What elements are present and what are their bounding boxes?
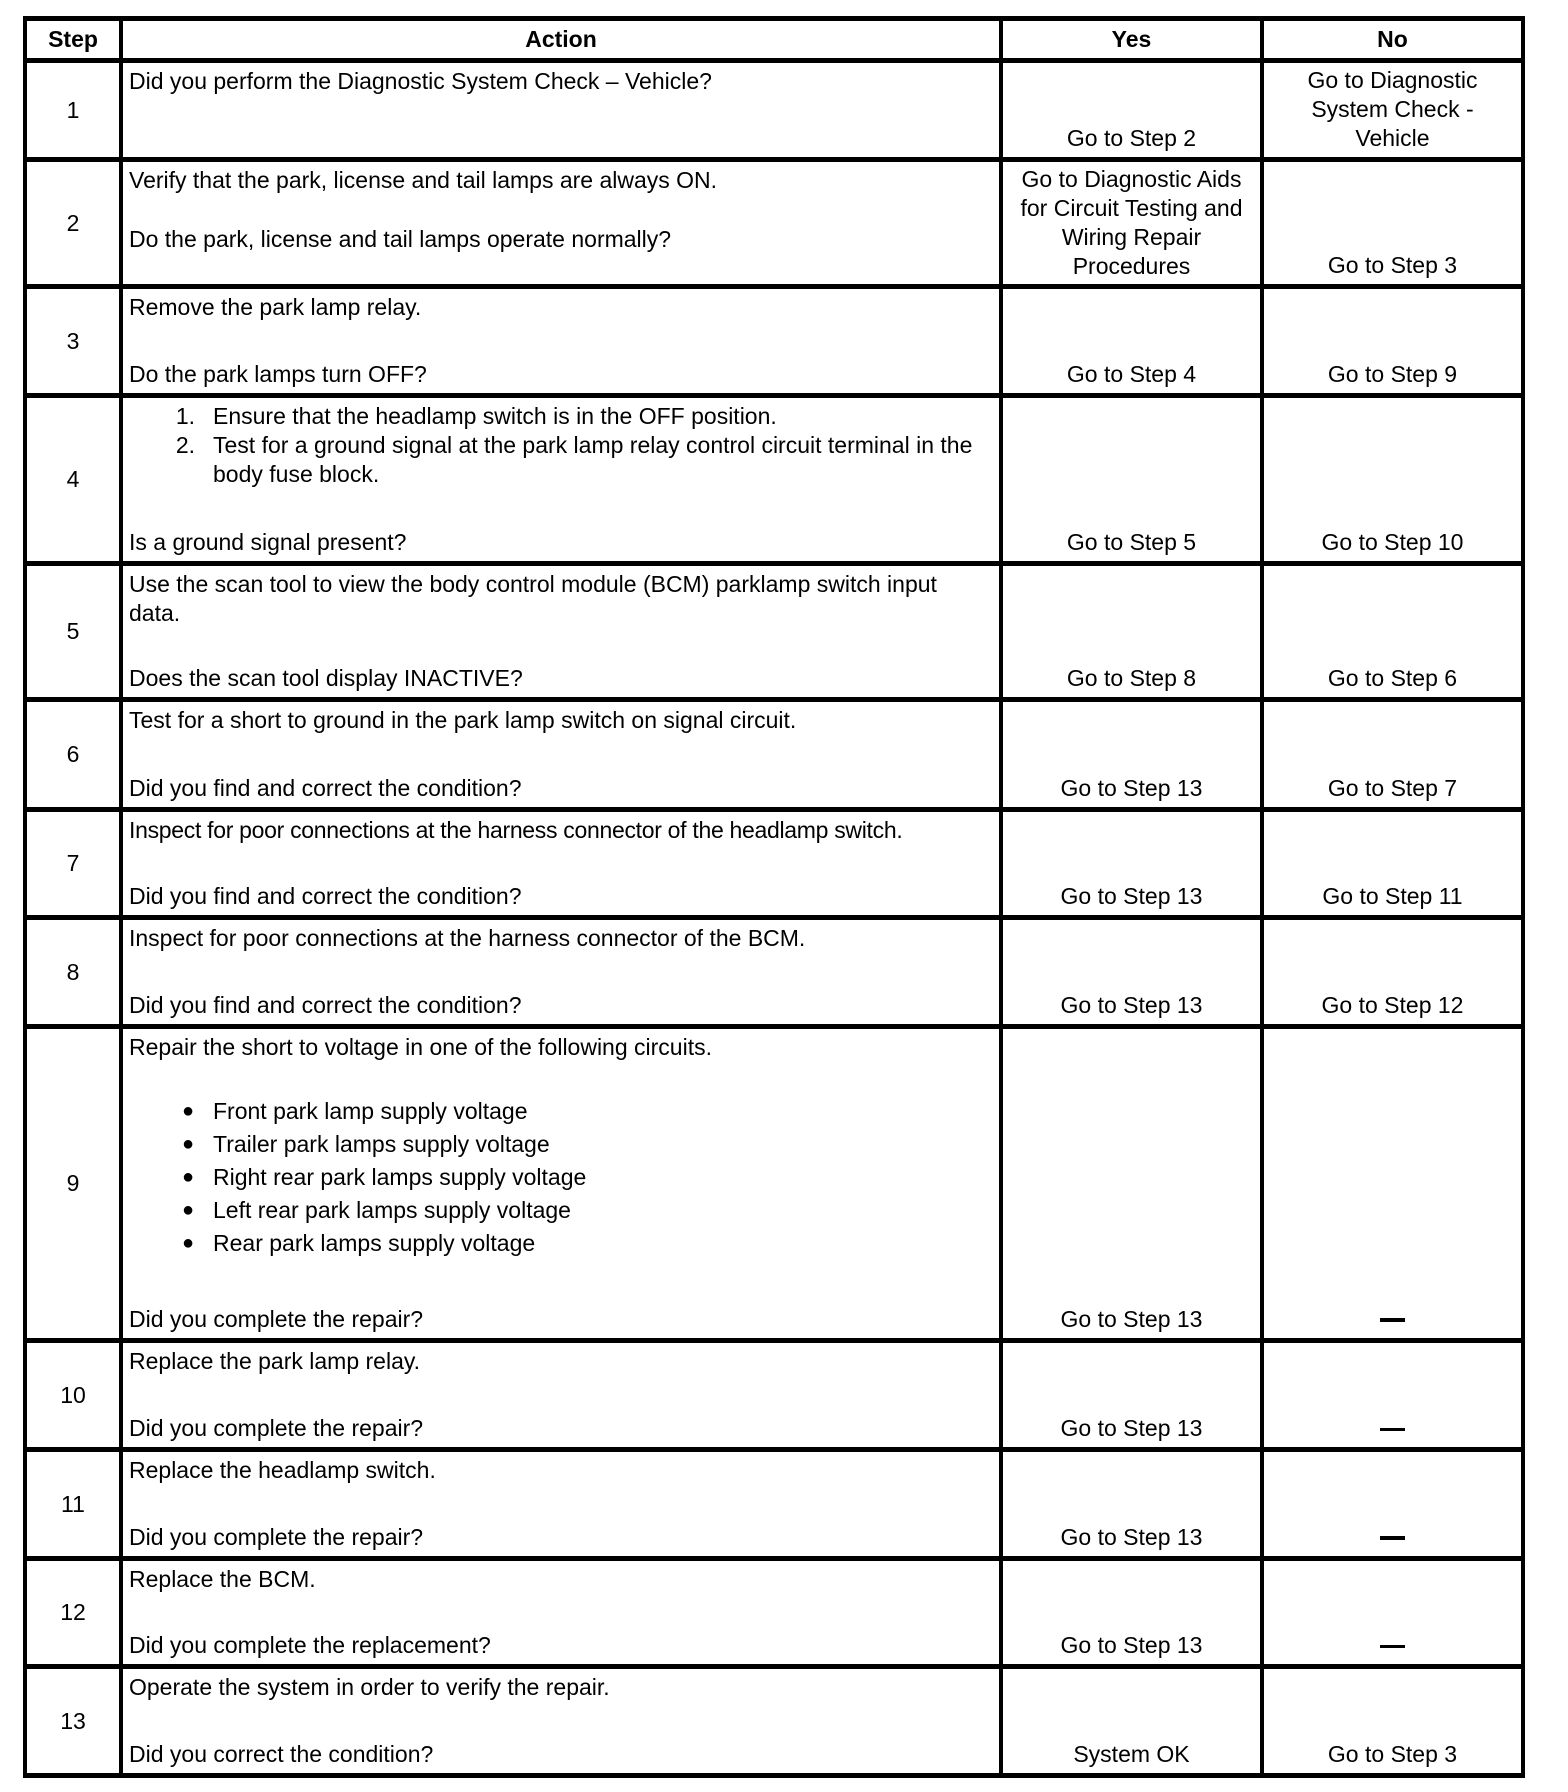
step-number: 12 bbox=[27, 1561, 123, 1664]
action-text: Use the scan tool to view the body control module (BCM) parklamp switch input data. bbox=[129, 571, 937, 626]
no-link[interactable]: Go to Step 7 bbox=[1327, 775, 1458, 801]
action-question: Did you complete the repair? bbox=[129, 1415, 424, 1441]
action-question: Do the park lamps turn OFF? bbox=[129, 361, 427, 387]
yes-cell bbox=[1003, 1029, 1264, 1338]
list-item bbox=[129, 402, 993, 431]
action-cell bbox=[123, 289, 1003, 393]
no-link[interactable]: Go to Step 3 bbox=[1327, 252, 1458, 278]
step-number: 1 bbox=[27, 63, 123, 157]
table-row-step-3 bbox=[27, 289, 1521, 398]
action-text: Replace the park lamp relay. bbox=[129, 1348, 421, 1374]
step-number: 7 bbox=[27, 812, 123, 915]
bullet-icon: ● bbox=[182, 1199, 195, 1221]
action-cell bbox=[123, 702, 1003, 807]
yes-link[interactable]: Go to Step 13 bbox=[1060, 1415, 1203, 1441]
action-question: Do the park, license and tail lamps operate normally? bbox=[129, 226, 672, 252]
table-row-step-10 bbox=[27, 1343, 1521, 1452]
table-row-step-9 bbox=[27, 1029, 1521, 1343]
bullet-icon: ● bbox=[182, 1100, 195, 1122]
list-item-number: 1. bbox=[175, 403, 195, 429]
action-text: Verify that the park, license and tail lamps are always ON. bbox=[129, 167, 718, 193]
yes-link[interactable]: Go to Step 13 bbox=[1060, 1306, 1203, 1332]
header-action: Action bbox=[123, 21, 1003, 58]
table-row-step-11 bbox=[27, 1452, 1521, 1561]
action-question: Does the scan tool display INACTIVE? bbox=[129, 665, 523, 691]
no-link[interactable]: Go to Step 3 bbox=[1327, 1741, 1458, 1767]
no-cell bbox=[1264, 398, 1521, 561]
list-item bbox=[129, 1095, 993, 1128]
header-step: Step bbox=[27, 21, 123, 58]
list-item-text: Front park lamp supply voltage bbox=[213, 1098, 528, 1124]
no-cell bbox=[1264, 920, 1521, 1024]
action-text: Inspect for poor connections at the harness connector of the BCM. bbox=[129, 925, 806, 951]
yes-link[interactable]: Go to Step 5 bbox=[1066, 529, 1197, 555]
no-cell bbox=[1264, 566, 1521, 697]
bullet-icon: ● bbox=[182, 1133, 195, 1155]
no-cell bbox=[1264, 812, 1521, 915]
yes-cell bbox=[1003, 1452, 1264, 1556]
not-applicable-dash bbox=[1380, 1645, 1405, 1648]
list-item bbox=[129, 1128, 993, 1161]
yes-link[interactable]: Go to Step 13 bbox=[1060, 775, 1203, 801]
no-link[interactable]: Go to Step 9 bbox=[1327, 361, 1458, 387]
action-text: Inspect for poor connections at the harness connector of the headlamp switch. bbox=[129, 817, 903, 843]
no-link[interactable]: Go to Step 12 bbox=[1321, 992, 1464, 1018]
step-number: 5 bbox=[27, 566, 123, 697]
list-item bbox=[129, 1194, 993, 1227]
yes-link[interactable]: System OK bbox=[1073, 1741, 1190, 1767]
no-cell bbox=[1264, 162, 1521, 284]
action-question: Did you complete the repair? bbox=[129, 1306, 424, 1332]
action-question: Is a ground signal present? bbox=[129, 529, 407, 555]
list-item bbox=[129, 1227, 993, 1260]
step-number: 2 bbox=[27, 162, 123, 284]
no-link[interactable]: Go to Diagnostic System Check - Vehicle bbox=[1307, 67, 1478, 151]
list-item-text: Ensure that the headlamp switch is in the OFF position. bbox=[213, 403, 777, 429]
table-header-row bbox=[27, 21, 1521, 63]
yes-link[interactable]: Go to Step 13 bbox=[1060, 883, 1203, 909]
action-cell bbox=[123, 1561, 1003, 1664]
action-cell bbox=[123, 1343, 1003, 1447]
yes-cell bbox=[1003, 162, 1264, 284]
no-cell bbox=[1264, 1561, 1521, 1664]
no-cell bbox=[1264, 289, 1521, 393]
table-row-step-6 bbox=[27, 702, 1521, 812]
table-row-step-1 bbox=[27, 63, 1521, 162]
action-question: Did you find and correct the condition? bbox=[129, 775, 522, 801]
step-number: 11 bbox=[27, 1452, 123, 1556]
yes-cell bbox=[1003, 398, 1264, 561]
no-cell bbox=[1264, 1343, 1521, 1447]
step-number: 13 bbox=[27, 1669, 123, 1773]
action-cell bbox=[123, 63, 1003, 157]
table-row-step-5 bbox=[27, 566, 1521, 702]
list-item-text: Test for a ground signal at the park lamp relay control circuit terminal in the body fuse block. bbox=[213, 432, 973, 487]
yes-cell bbox=[1003, 1561, 1264, 1664]
action-cell bbox=[123, 1452, 1003, 1556]
step-number: 3 bbox=[27, 289, 123, 393]
action-cell bbox=[123, 920, 1003, 1024]
yes-cell bbox=[1003, 812, 1264, 915]
yes-cell bbox=[1003, 1669, 1264, 1773]
step-number: 9 bbox=[27, 1029, 123, 1338]
yes-link[interactable]: Go to Step 13 bbox=[1060, 1632, 1203, 1658]
yes-link[interactable]: Go to Step 8 bbox=[1066, 665, 1197, 691]
no-cell bbox=[1264, 1669, 1521, 1773]
list-item-text: Trailer park lamps supply voltage bbox=[213, 1131, 550, 1157]
step-number: 8 bbox=[27, 920, 123, 1024]
no-link[interactable]: Go to Step 10 bbox=[1321, 529, 1464, 555]
no-cell bbox=[1264, 63, 1521, 157]
action-text: Repair the short to voltage in one of the following circuits. bbox=[129, 1034, 712, 1060]
action-question: Did you correct the condition? bbox=[129, 1741, 434, 1767]
bullet-icon: ● bbox=[182, 1166, 195, 1188]
action-question: Did you complete the repair? bbox=[129, 1524, 424, 1550]
yes-cell bbox=[1003, 1343, 1264, 1447]
action-cell bbox=[123, 1669, 1003, 1773]
action-text: Did you perform the Diagnostic System Check – Vehicle? bbox=[129, 68, 712, 94]
step-number: 10 bbox=[27, 1343, 123, 1447]
table-row-step-2 bbox=[27, 162, 1521, 289]
yes-link[interactable]: Go to Diagnostic Aids for Circuit Testing and Wiring Repair Procedures bbox=[1020, 166, 1243, 279]
action-text: Test for a short to ground in the park lamp switch on signal circuit. bbox=[129, 707, 797, 733]
not-applicable-dash bbox=[1380, 1318, 1405, 1322]
step-number: 6 bbox=[27, 702, 123, 807]
diagnostic-table bbox=[23, 16, 1525, 1778]
table-row-step-8 bbox=[27, 920, 1521, 1029]
table-row-step-4 bbox=[27, 398, 1521, 566]
yes-link[interactable]: Go to Step 4 bbox=[1066, 361, 1197, 387]
table-row-step-12 bbox=[27, 1561, 1521, 1669]
yes-cell bbox=[1003, 920, 1264, 1024]
no-cell bbox=[1264, 1029, 1521, 1338]
action-cell bbox=[123, 812, 1003, 915]
yes-cell bbox=[1003, 63, 1264, 157]
yes-link[interactable]: Go to Step 13 bbox=[1060, 1524, 1203, 1550]
no-cell bbox=[1264, 702, 1521, 807]
table-row-step-7 bbox=[27, 812, 1521, 920]
list-item-text: Right rear park lamps supply voltage bbox=[213, 1164, 587, 1190]
action-text: Remove the park lamp relay. bbox=[129, 294, 422, 320]
yes-cell bbox=[1003, 566, 1264, 697]
action-cell bbox=[123, 1029, 1003, 1338]
table-row-step-13 bbox=[27, 1669, 1521, 1773]
bullet-list bbox=[129, 1095, 993, 1260]
yes-cell bbox=[1003, 702, 1264, 807]
yes-cell bbox=[1003, 289, 1264, 393]
no-link[interactable]: Go to Step 11 bbox=[1322, 883, 1463, 909]
list-item bbox=[129, 1161, 993, 1194]
no-cell bbox=[1264, 1452, 1521, 1556]
header-no: No bbox=[1377, 26, 1408, 52]
action-question: Did you complete the replacement? bbox=[129, 1632, 491, 1658]
header-yes: Yes bbox=[1003, 21, 1264, 58]
action-question: Did you find and correct the condition? bbox=[129, 992, 522, 1018]
action-question: Did you find and correct the condition? bbox=[129, 883, 522, 909]
action-text: Replace the BCM. bbox=[129, 1566, 316, 1592]
step-number: 4 bbox=[27, 398, 123, 561]
action-cell bbox=[123, 566, 1003, 697]
list-item-text: Rear park lamps supply voltage bbox=[213, 1230, 536, 1256]
action-cell bbox=[123, 398, 1003, 561]
action-text: Operate the system in order to verify the repair. bbox=[129, 1674, 610, 1700]
action-cell bbox=[123, 162, 1003, 284]
list-item-number: 2. bbox=[175, 432, 195, 458]
action-text: Replace the headlamp switch. bbox=[129, 1457, 436, 1483]
not-applicable-dash bbox=[1380, 1536, 1405, 1540]
yes-link[interactable]: Go to Step 2 bbox=[1066, 125, 1197, 151]
numbered-list bbox=[129, 402, 993, 489]
yes-link[interactable]: Go to Step 13 bbox=[1060, 992, 1203, 1018]
bullet-icon: ● bbox=[182, 1232, 195, 1254]
list-item-text: Left rear park lamps supply voltage bbox=[213, 1197, 571, 1223]
not-applicable-dash bbox=[1380, 1428, 1405, 1431]
no-link[interactable]: Go to Step 6 bbox=[1327, 665, 1458, 691]
list-item bbox=[129, 431, 993, 489]
